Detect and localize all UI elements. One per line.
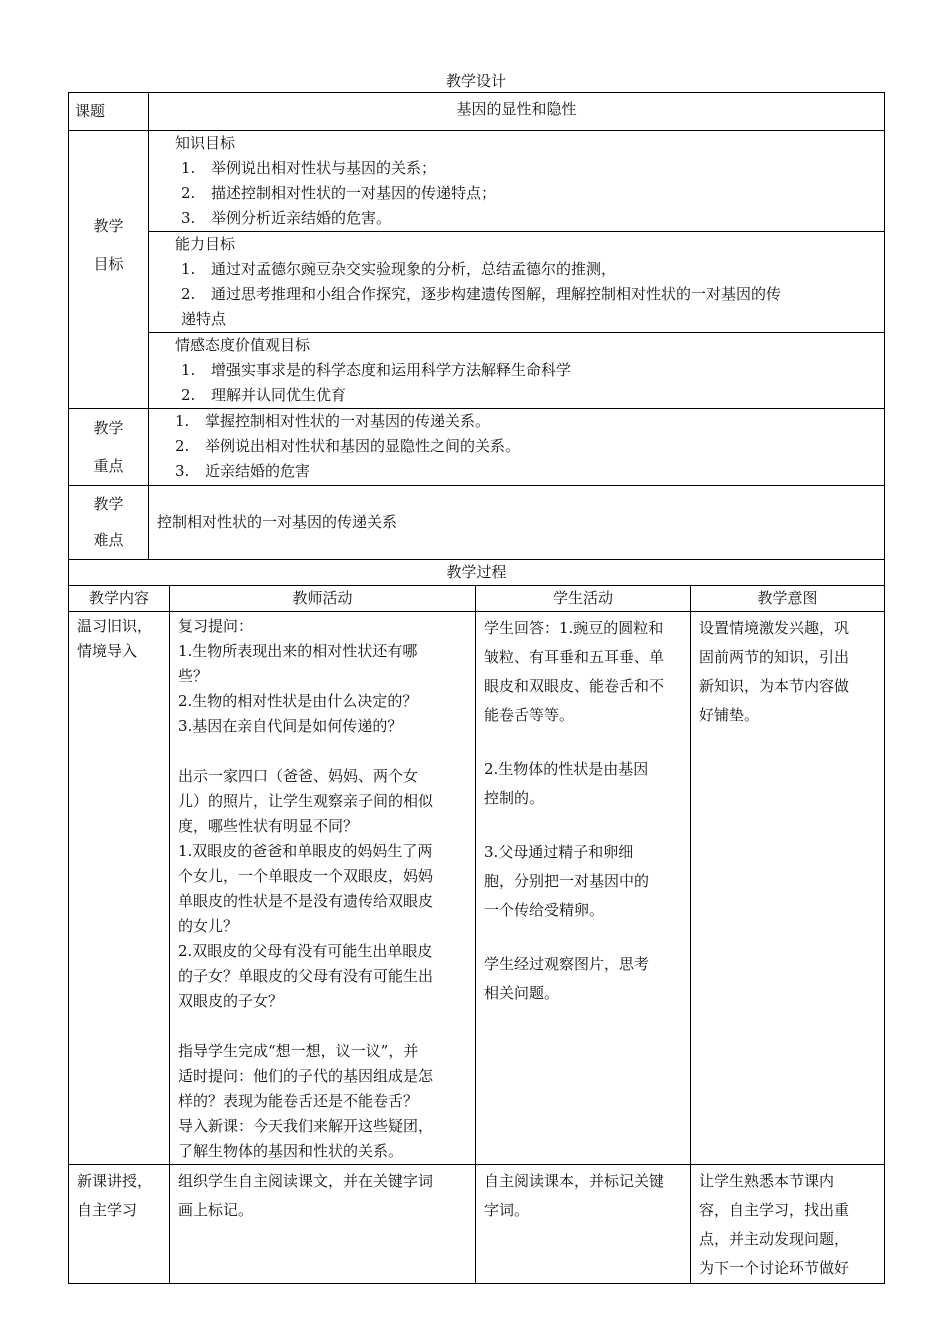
row2-content: 新课讲授， 自主学习 <box>69 1165 170 1284</box>
cell-line: 1.双眼皮的爸爸和单眼皮的妈妈生了两 <box>178 842 433 860</box>
cell-line: 固前两节的知识，引出 <box>699 648 850 666</box>
cell-line: 控制的。 <box>484 789 545 807</box>
cell-line: 了解生物体的基因和性状的关系。 <box>178 1142 404 1160</box>
cell-line: 适时提问：他们的子代的基因组成是怎 <box>178 1067 434 1085</box>
topic-value: 基因的显性和隐性 <box>149 93 885 131</box>
difficulties-text: 控制相对性状的一对基因的传递关系 <box>149 486 885 560</box>
cell-line: 画上标记。 <box>178 1201 254 1219</box>
table-row <box>69 612 885 1165</box>
list-item: 1. 通过对孟德尔豌豆杂交实验现象的分析，总结孟德尔的推测， <box>181 260 617 278</box>
cell-line: 2.生物体的性状是由基因 <box>484 760 649 778</box>
cell-line: 设置情境激发兴趣，巩 <box>699 619 850 637</box>
document-title: 教学设计 <box>445 72 506 90</box>
cell-line: 些？ <box>178 667 209 685</box>
cell-line: 出示一家四口（爸爸、妈妈、两个女 <box>178 767 419 785</box>
cell-line: 2.生物的相对性状是由什么决定的？ <box>178 692 418 710</box>
list-item: 3. 举例分析近亲结婚的危害。 <box>181 209 392 227</box>
cell-line: 相关问题。 <box>484 984 560 1002</box>
cell-line: 让学生熟悉本节课内 <box>699 1172 835 1190</box>
cell-line: 学生回答：1.豌豆的圆粒和 <box>484 619 664 637</box>
topic-label: 课题 <box>69 93 149 131</box>
cell-line: 复习提问： <box>178 617 254 635</box>
header-teacher: 教师活动 <box>170 586 476 612</box>
list-item: 1. 增强实事求是的科学态度和运用科学方法解释生命科学 <box>181 361 572 379</box>
ability-objectives <box>149 231 884 332</box>
lesson-plan-table <box>68 92 885 560</box>
list-item: 2. 理解并认同优生优育 <box>181 386 347 404</box>
cell-line: 组织学生自主阅读课文，并在关键字词 <box>178 1172 434 1190</box>
cell-line: 容，自主学习，找出重 <box>699 1201 850 1219</box>
header-student: 学生活动 <box>476 586 691 612</box>
list-item: 2. 举例说出相对性状和基因的显隐性之间的关系。 <box>175 437 521 455</box>
cell-line: 为下一个讨论环节做好 <box>699 1259 850 1277</box>
list-item: 2. 通过思考推理和小组合作探究，逐步构建遗传图解，理解控制相对性状的一对基因的传 <box>181 285 782 303</box>
row2-intent <box>691 1165 885 1284</box>
cell-line: 自主阅读课本，并标记关键 <box>484 1172 665 1190</box>
cell-line: 2.双眼皮的父母有没有可能生出单眼皮 <box>178 942 433 960</box>
header-intent: 教学意图 <box>691 586 885 612</box>
cell-line: 导入新课：今天我们来解开这些疑团， <box>178 1117 434 1135</box>
cell-line <box>178 1014 467 1039</box>
knowledge-objectives-heading: 知识目标 <box>175 134 236 152</box>
list-item: 3. 近亲结婚的危害 <box>175 462 311 480</box>
objectives-label <box>69 131 149 409</box>
row1-student <box>476 612 691 1165</box>
cell-line: 点，并主动发现问题， <box>699 1230 850 1248</box>
objectives-label-line-1: 教学 <box>93 217 124 235</box>
row1-intent <box>691 612 885 1165</box>
knowledge-objectives <box>149 131 884 231</box>
cell-line: 学生经过观察图片，思考 <box>484 955 650 973</box>
key-points-content <box>149 409 885 486</box>
objectives-content <box>149 131 885 409</box>
cell-line: 度，哪些性状有明显不同？ <box>178 817 359 835</box>
row1-content: 温习旧识， 情境导入 <box>69 612 170 1165</box>
cell-line: 能卷舌等等。 <box>484 706 575 724</box>
row1-teacher <box>170 612 476 1165</box>
row2-teacher <box>170 1165 476 1284</box>
cell-line: 一个传给受精卵。 <box>484 901 605 919</box>
attitude-objectives-heading: 情感态度价值观目标 <box>175 336 311 354</box>
cell-line: 1.生物所表现出来的相对性状还有哪 <box>178 642 418 660</box>
cell-line <box>484 730 682 755</box>
cell-line: 新知识，为本节内容做 <box>699 677 850 695</box>
ability-objectives-heading: 能力目标 <box>175 235 236 253</box>
header-content: 教学内容 <box>69 586 170 612</box>
difficulties-label-line-2: 难点 <box>93 531 124 549</box>
difficulties-label-line-1: 教学 <box>93 495 124 513</box>
key-points-label <box>69 409 149 486</box>
table-row <box>69 1165 885 1284</box>
cell-line: 皱粒、有耳垂和五耳垂、单 <box>484 648 665 666</box>
cell-line: 的女儿？ <box>178 917 239 935</box>
cell-line: 样的？表现为能卷舌还是不能卷舌？ <box>178 1092 419 1110</box>
teaching-process-table <box>68 559 885 1284</box>
cell-line <box>178 739 467 764</box>
row2-student <box>476 1165 691 1284</box>
list-item: 2. 描述控制相对性状的一对基因的传递特点； <box>181 184 497 202</box>
cell-line: 3.父母通过精子和卵细 <box>484 843 634 861</box>
cell-line <box>484 813 682 838</box>
objectives-label-line-2: 目标 <box>93 255 124 273</box>
cell-line: 指导学生完成“想一想，议一议”，并 <box>178 1042 419 1060</box>
list-item-continuation: 递特点 <box>181 310 227 328</box>
list-item: 1. 举例说出相对性状与基因的关系； <box>181 159 437 177</box>
cell-line: 个女儿，一个单眼皮一个双眼皮，妈妈 <box>178 867 434 885</box>
cell-line: 眼皮和双眼皮、能卷舌和不 <box>484 677 665 695</box>
key-points-label-line-1: 教学 <box>93 419 124 437</box>
cell-line: 3.基因在亲自代间是如何传递的？ <box>178 717 403 735</box>
list-item: 1. 掌握控制相对性状的一对基因的传递关系。 <box>175 412 491 430</box>
cell-line: 好铺垫。 <box>699 706 760 724</box>
cell-line: 单眼皮的性状是不是没有遗传给双眼皮 <box>178 892 434 910</box>
difficulties-label <box>69 486 149 560</box>
key-points-label-line-2: 重点 <box>93 457 124 475</box>
cell-line: 双眼皮的子女？ <box>178 992 284 1010</box>
cell-line: 的子女？单眼皮的父母有没有可能生出 <box>178 967 434 985</box>
cell-line: 字词。 <box>484 1201 530 1219</box>
process-title: 教学过程 <box>69 560 885 586</box>
cell-line <box>484 925 682 950</box>
cell-line: 胞，分别把一对基因中的 <box>484 872 650 890</box>
attitude-objectives <box>149 332 884 408</box>
cell-line: 儿）的照片，让学生观察亲子间的相似 <box>178 792 434 810</box>
